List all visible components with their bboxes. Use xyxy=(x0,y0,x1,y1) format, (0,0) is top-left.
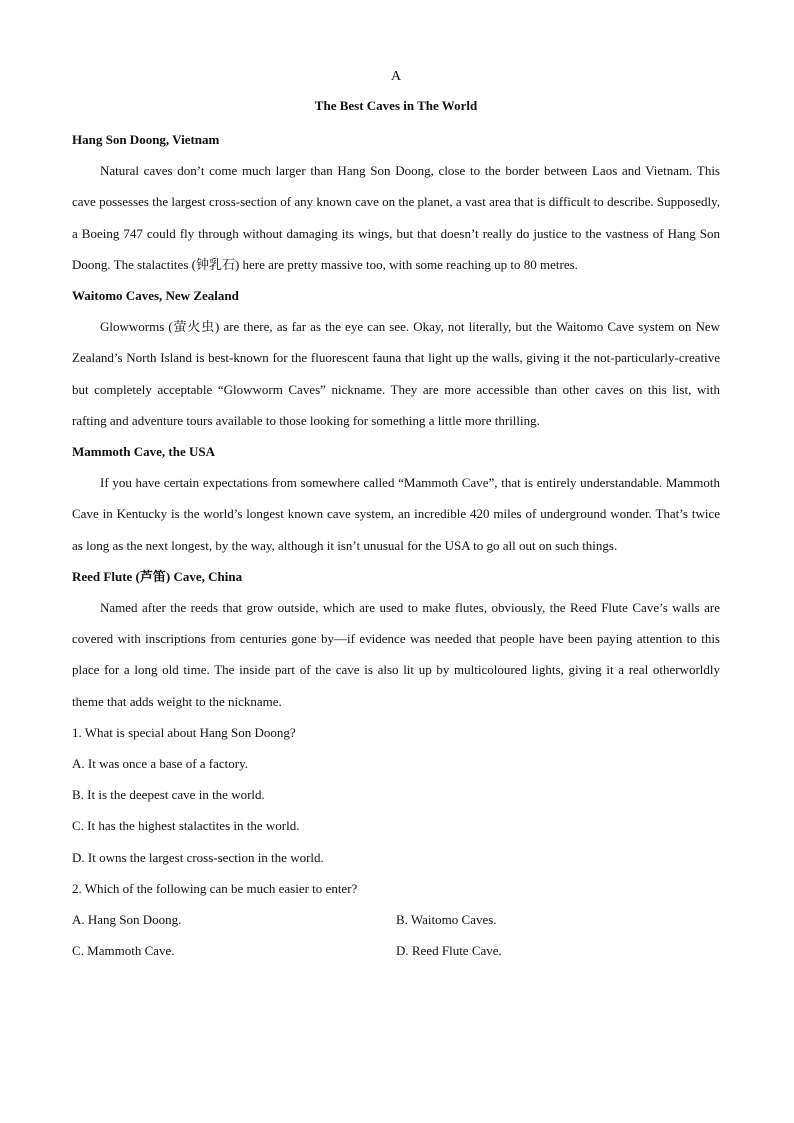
section-letter: A xyxy=(390,69,402,84)
option-d: D. It owns the largest cross-section in the world. xyxy=(72,849,324,865)
cave-section-reed-flute xyxy=(72,561,720,717)
section-paragraph: Named after the reeds that grow outside, which are used to make flutes, obviously, the Reed Flute Cave’s walls are covered with inscriptions from centuries gone by—if evidence was needed that people have been paying attention to this place for a long old time. The inside part of the cave is also lit up by multicoloured lights, giving it a real otherworldly theme that adds weight to the nickname. xyxy=(72,600,720,709)
section-heading: Reed Flute (芦笛) Cave, China xyxy=(72,568,243,584)
document-page xyxy=(72,64,720,966)
question-stem: 1. What is special about Hang Son Doong? xyxy=(72,724,296,740)
section-heading: Mammoth Cave, the USA xyxy=(72,444,215,460)
option-d: D. Reed Flute Cave. xyxy=(396,943,502,959)
section-heading: Hang Son Doong, Vietnam xyxy=(72,132,220,147)
option-b: B. Waitomo Caves. xyxy=(396,912,497,928)
option-b: B. It is the deepest cave in the world. xyxy=(72,787,265,803)
option-a: A. It was once a base of a factory. xyxy=(72,756,249,772)
option-c: C. Mammoth Cave. xyxy=(72,943,175,959)
options-row xyxy=(72,904,720,935)
question-2 xyxy=(72,873,720,967)
options-row xyxy=(72,935,720,966)
option-a: A. Hang Son Doong. xyxy=(72,912,182,928)
passage-title: The Best Caves in The World xyxy=(314,98,478,113)
section-paragraph: Glowworms (萤火虫) are there, as far as the eye can see. Okay, not literally, but the Waitomo Cave system on New Zealand’s North Island is best-known for the fluorescent fauna that light up the walls, giving it the not-particularly-creative but completely acceptable “Glowworm Caves” nickname. They are more accessible than other caves on this list, with rafting and adventure tours available to those looking for something a little more thrilling. xyxy=(72,319,720,428)
section-paragraph: If you have certain expectations from somewhere called “Mammoth Cave”, that is entirely understandable. Mammoth Cave in Kentucky is the world’s longest known cave system, an incredible 420 miles of underground wonder. That’s twice as long as the next longest, by the way, although it isn’t unusual for the USA to go all out on such things. xyxy=(72,475,720,553)
cave-section-hang-son-doong xyxy=(72,124,720,280)
question-stem: 2. Which of the following can be much easier to enter? xyxy=(72,880,358,896)
option-c: C. It has the highest stalactites in the world. xyxy=(72,818,300,834)
section-paragraph: Natural caves don’t come much larger than Hang Son Doong, close to the border between Laos and Vietnam. This cave possesses the largest cross-section of any known cave on the planet, a vast area that is difficult to describe. Supposedly, a Boeing 747 could fly through without damaging its wings, but that doesn’t really do justice to the vastness of Hang Son Doong. The stalactites (钟乳石) here are pretty massive too, with some reaching up to 80 metres. xyxy=(72,163,720,272)
section-heading: Waitomo Caves, New Zealand xyxy=(72,288,239,304)
cave-section-waitomo xyxy=(72,280,720,436)
question-1 xyxy=(72,717,720,873)
cave-section-mammoth xyxy=(72,436,720,561)
